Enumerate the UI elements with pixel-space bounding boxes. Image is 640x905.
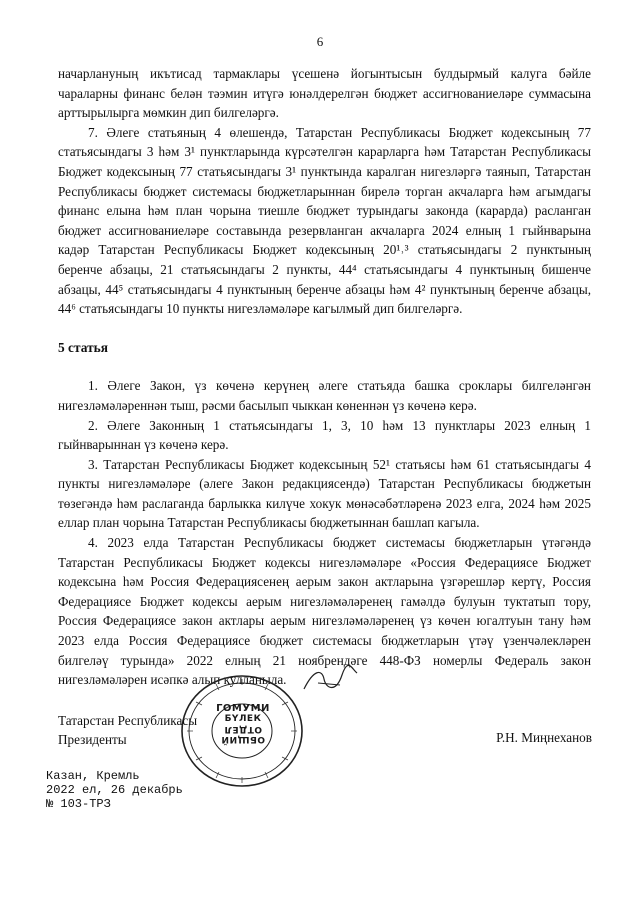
signature-title-line-2: Президенты [58,732,127,747]
signature-title-line-1: Татарстан Республикасы [58,713,198,728]
place-date-block [46,769,183,811]
signatory-name: Р.Н. Миңнеханов [496,730,592,745]
paragraph-item-7: 7. Әлеге статьяның 4 өлешендә, Татарстан Республикасы Бюджет кодексының 77 статьясындагы 3 һәм 3¹ пунктларында күрсәтелгән карарларга һәм Татарстан Республикасы Бюджет кодексының 77 статьясындагы 3¹ пунктында каралган нигезләргә таянып, Татарстан Республикасы бюджет системасы бюджетларыннан бирелә торган акчаларга һәм агымдагы финанс елына һәм план чорына тиешле бюджет турындагы законда (карарда) расланган бюджет ассигнованиеләре составында резервланган акчаларга 2024 елның 1 гыйнварына кадәр Татарстан Республикасы Бюджет кодексының 20¹˒³ статьясындагы 2 пунктының беренче абзацы, 21 статьясындагы 2 пункты, 44⁴ статьясындагы 4 пунктының бишенче абзацы, 44⁵ статьясындагы 4 пунктының беренче абзацы һәм 4² пунктының беренче абзацы, 44⁶ статьясындагы 10 пункты нигезләмәләре кагылмый дип билгеләргә. [58,124,591,317]
date-line: 2022 ел, 26 декабрь [46,783,183,797]
paragraph-item-4: 4. 2023 елда Татарстан Республикасы бюджет системасы бюджетларын үтәгәндә Татарстан Республикасы Бюджет кодексы нигезләмәләре «Россия Федерациясе Бюджет кодексына һәм Россия Федерациясенең аерым закон актларына үзгәрешләр кертү, Россия Федерациясе Бюджет кодексы аерым нигезләмәләренең гамәлдә булуын туктатып тору, Россия Федерациясе закон актлары аерым нигезләмәләренең үз көчен югалтуын тану һәм 2023 елда Россия Федерациясе бюджет системасы бюджетларын үтәү үзенчәлекләрен билгеләү турында» 2022 елның 21 ноябрендәге 448-ФЗ номерлы Федераль закон нигезләмәләрен исәпкә алып кулланыла. [58,535,591,688]
paragraph-continuation: начарлануның икътисад тармаклары үсешенә йогынтысын булдырмый калуга бәйле чараларны финанс белән тәэмин итүгә юнәлдерелгән бюджет ассигнованиеләре суммасына арттырылырга мөмкин дип билгеләргә. [58,66,591,121]
page-number: 6 [316,34,324,49]
section-heading: 5 статья [58,339,108,355]
stamp-line-2: БҮЛЕК [224,714,262,724]
place-line: Казан, Кремль [46,769,140,783]
paragraph-item-1: 1. Әлеге Закон, үз көченә керүнең әлеге статьяда башка сроклары билгеләнгән нигезләмәләреннән тыш, рәсми басылып чыккан көненнән үз көченә керә. [58,378,591,413]
signature-title [58,711,197,749]
paragraph-item-2: 2. Әлеге Законның 1 статьясындагы 1, 3, 10 һәм 13 пунктлары 2023 елның 1 гыйнварыннан үз көченә керә. [58,417,591,453]
stamp-line-1: ГОМУМИ [216,703,270,714]
stamp-text [214,703,272,744]
official-stamp [178,672,306,790]
handwritten-signature-icon [300,665,360,695]
paragraph-item-3: 3. Татарстан Республикасы Бюджет кодексының 52¹ статьясы һәм 61 статьясындагы 4 пункты нигезләмәләре (әлеге Закон редакциясендә) Татарстан Республикасы бюджетын төзегәндә һәм раслаганда барлыкка килүче хокук мөнәсәбәтләренә 2023 елга, 2024 һәм 2025 еллар план чорына Татарстан Республикасы бюджетыннан башлап кагыла. [58,456,591,531]
law-number-line: № 103-ТРЗ [46,797,111,811]
document-body [58,64,591,690]
stamp-line-4: ОБЩИЙ [221,734,266,744]
stamp-line-3: ОТДЕЛ [224,724,262,734]
